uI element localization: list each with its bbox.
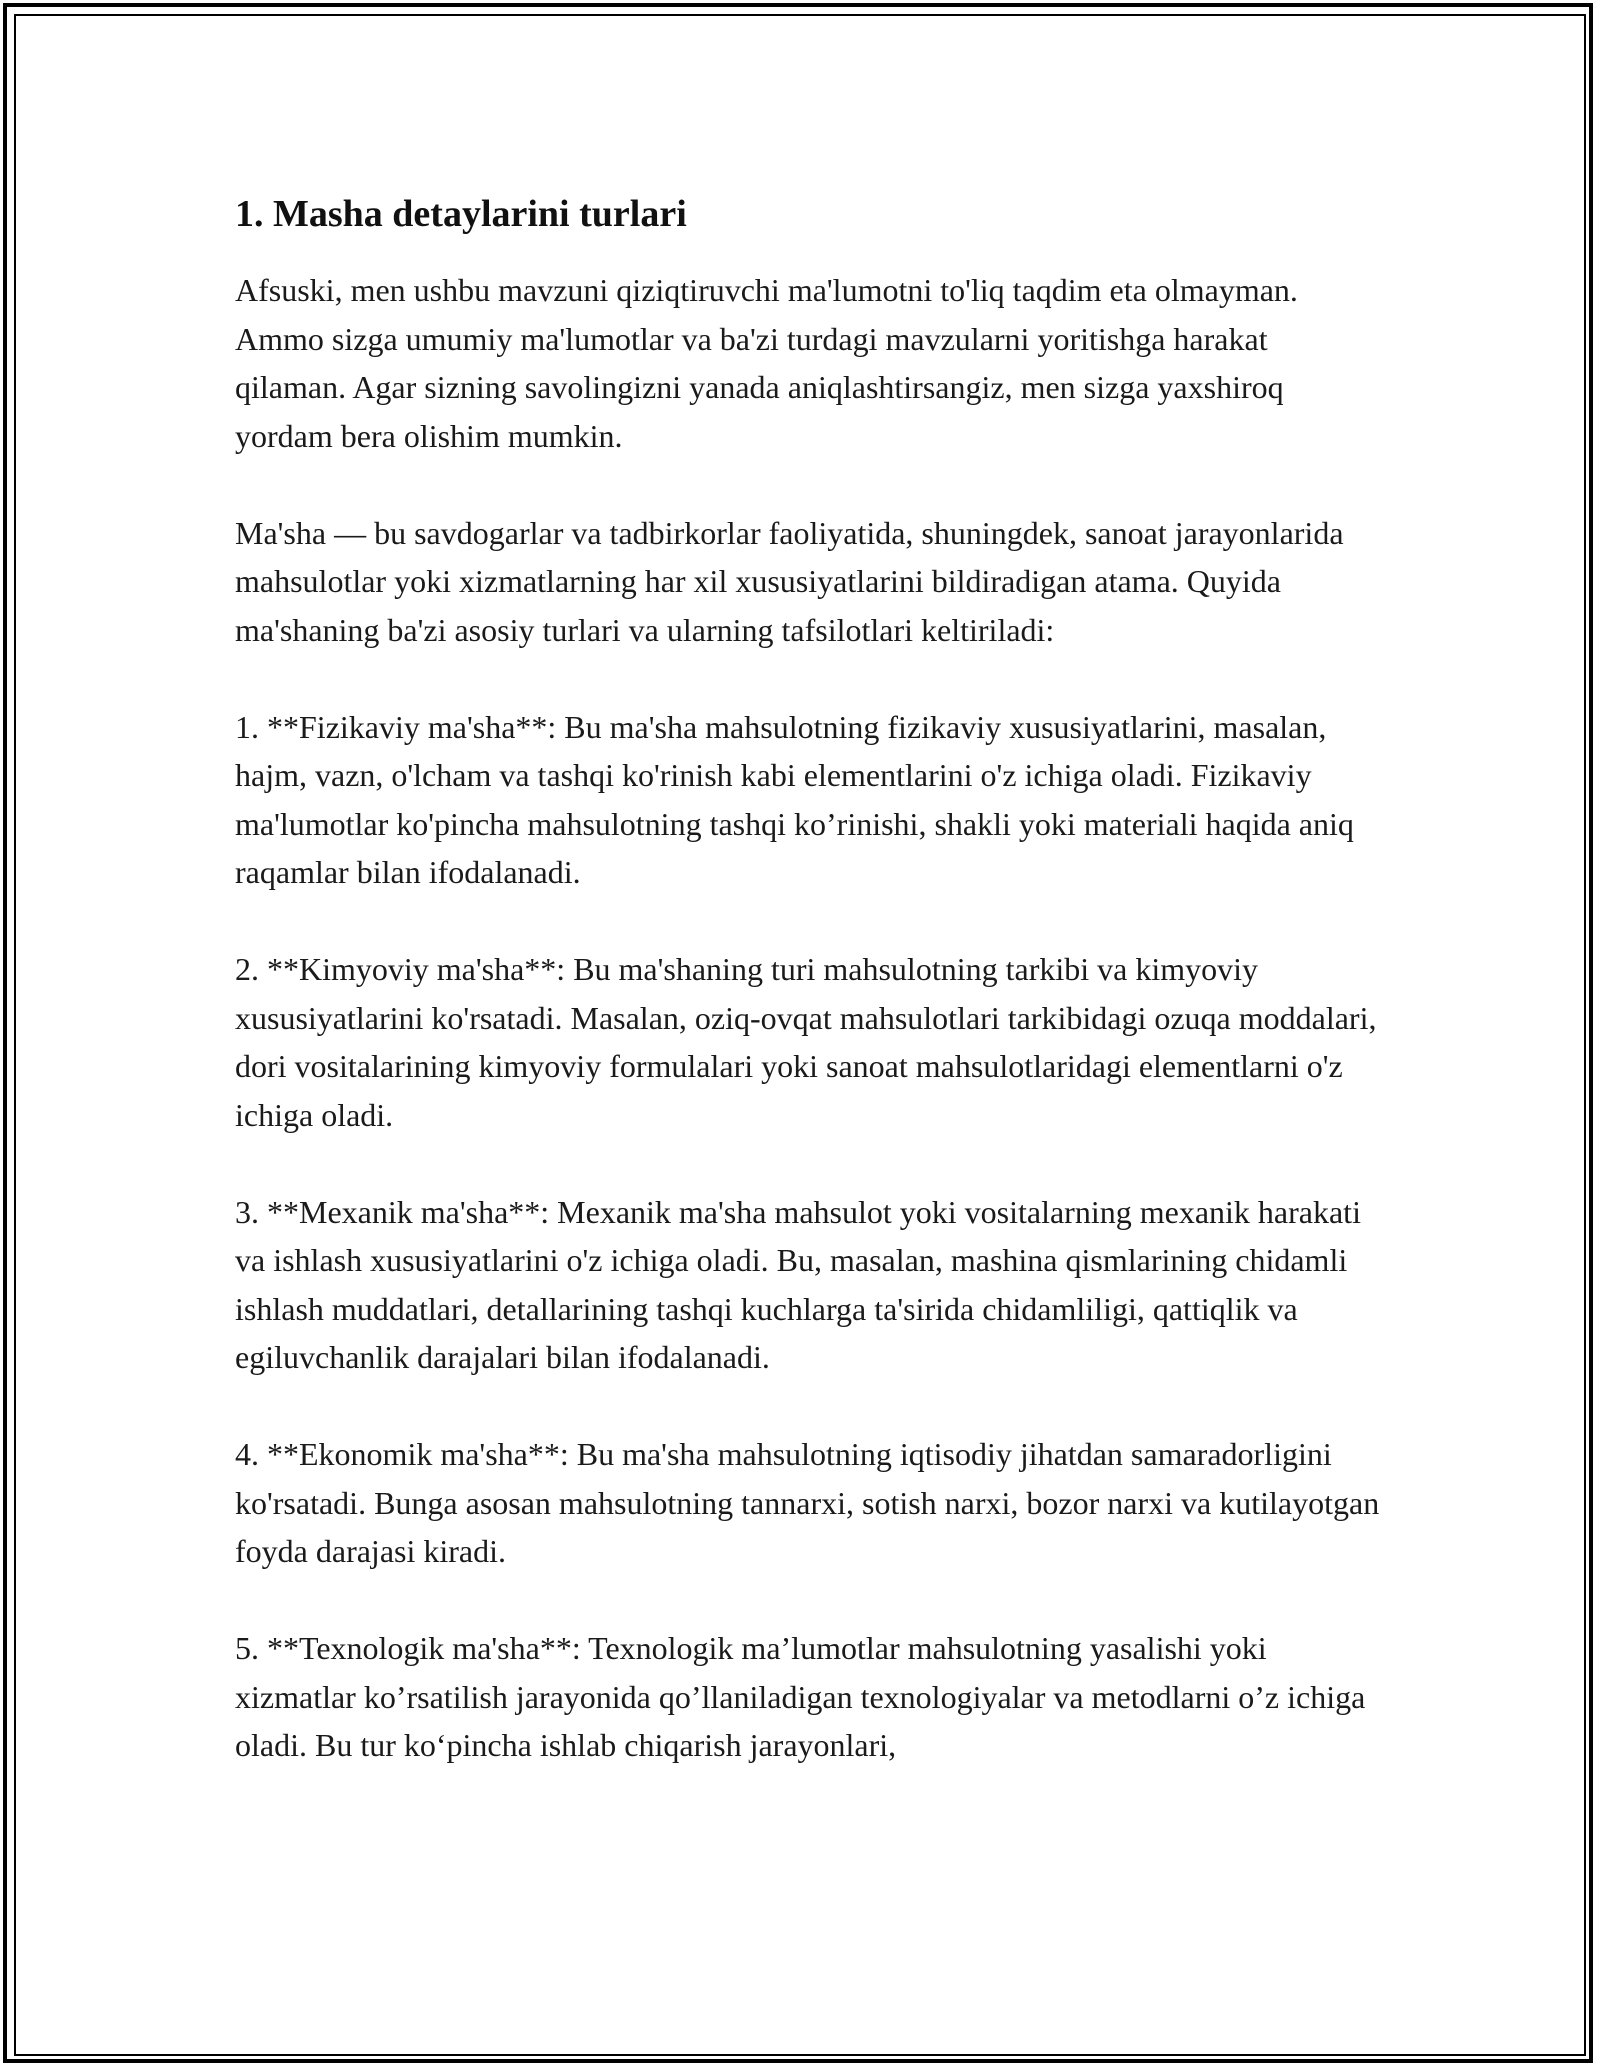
paragraph-intro: Afsuski, men ushbu mavzuni qiziqtiruvchi ma'lumotni to'liq taqdim eta olmayman. Ammo sizga umumiy ma'lumotlar va ba'zi turdagi mavzularni yoritishga harakat qilaman. Agar sizning savolingizni yanada aniqlashtirsangiz, men sizga yaxshiroq yordam bera olishim mumkin. (235, 272, 1298, 454)
paragraph-item-1: 1. **Fizikaviy ma'sha**: Bu ma'sha mahsulotning fizikaviy xususiyatlarini, masalan, hajm, vazn, o'lcham va tashqi ko'rinish kabi elementlarini o'z ichiga oladi. Fizikaviy ma'lumotlar ko'pincha mahsulotning tashqi ko’rinishi, shakli yoki materiali haqida aniq raqamlar bilan ifodalanadi. (235, 708, 1354, 890)
paragraph-item-3: 3. **Mexanik ma'sha**: Mexanik ma'sha mahsulot yoki vositalarning mexanik harakati va ishlash xususiyatlarini o'z ichiga oladi. Bu, masalan, mashina qismlarining chidamli ishlash muddatlari, detallarining tashqi kuchlarga ta'sirida chidamliligi, qattiqlik va egiluvchanlik darajalari bilan ifodalanadi. (235, 1193, 1361, 1375)
paragraph-item-5: 5. **Texnologik ma'sha**: Texnologik ma’lumotlar mahsulotning yasalishi yoki xizmatlar ko’rsatilish jarayonida qo’llaniladigan texnologiyalar va metodlarni o’z ichiga oladi. Bu tur ko‘pincha ishlab chiqarish jarayonlari, (235, 1630, 1366, 1763)
document-body (235, 186, 1385, 1818)
document-title: 1. Masha detaylarini turlari (235, 193, 687, 235)
paragraph-item-2: 2. **Kimyoviy ma'sha**: Bu ma'shaning turi mahsulotning tarkibi va kimyoviy xususiyatlarini ko'rsatadi. Masalan, oziq-ovqat mahsulotlari tarkibidagi ozuqa moddalari, dori vositalarining kimyoviy formulalari yoki sanoat mahsulotlaridagi elementlarni o'z ichiga oladi. (235, 951, 1377, 1133)
paragraph-item-4: 4. **Ekonomik ma'sha**: Bu ma'sha mahsulotning iqtisodiy jihatdan samaradorligini ko'rsatadi. Bunga asosan mahsulotning tannarxi, sotish narxi, bozor narxi va kutilayotgan foyda darajasi kiradi. (235, 1436, 1380, 1569)
paragraph-definition: Ma'sha — bu savdogarlar va tadbirkorlar faoliyatida, shuningdek, sanoat jarayonlarida mahsulotlar yoki xizmatlarning har xil xususiyatlarini bildiradigan atama. Quyida ma'shaning ba'zi asosiy turlari va ularning tafsilotlari keltiriladi: (235, 514, 1344, 648)
